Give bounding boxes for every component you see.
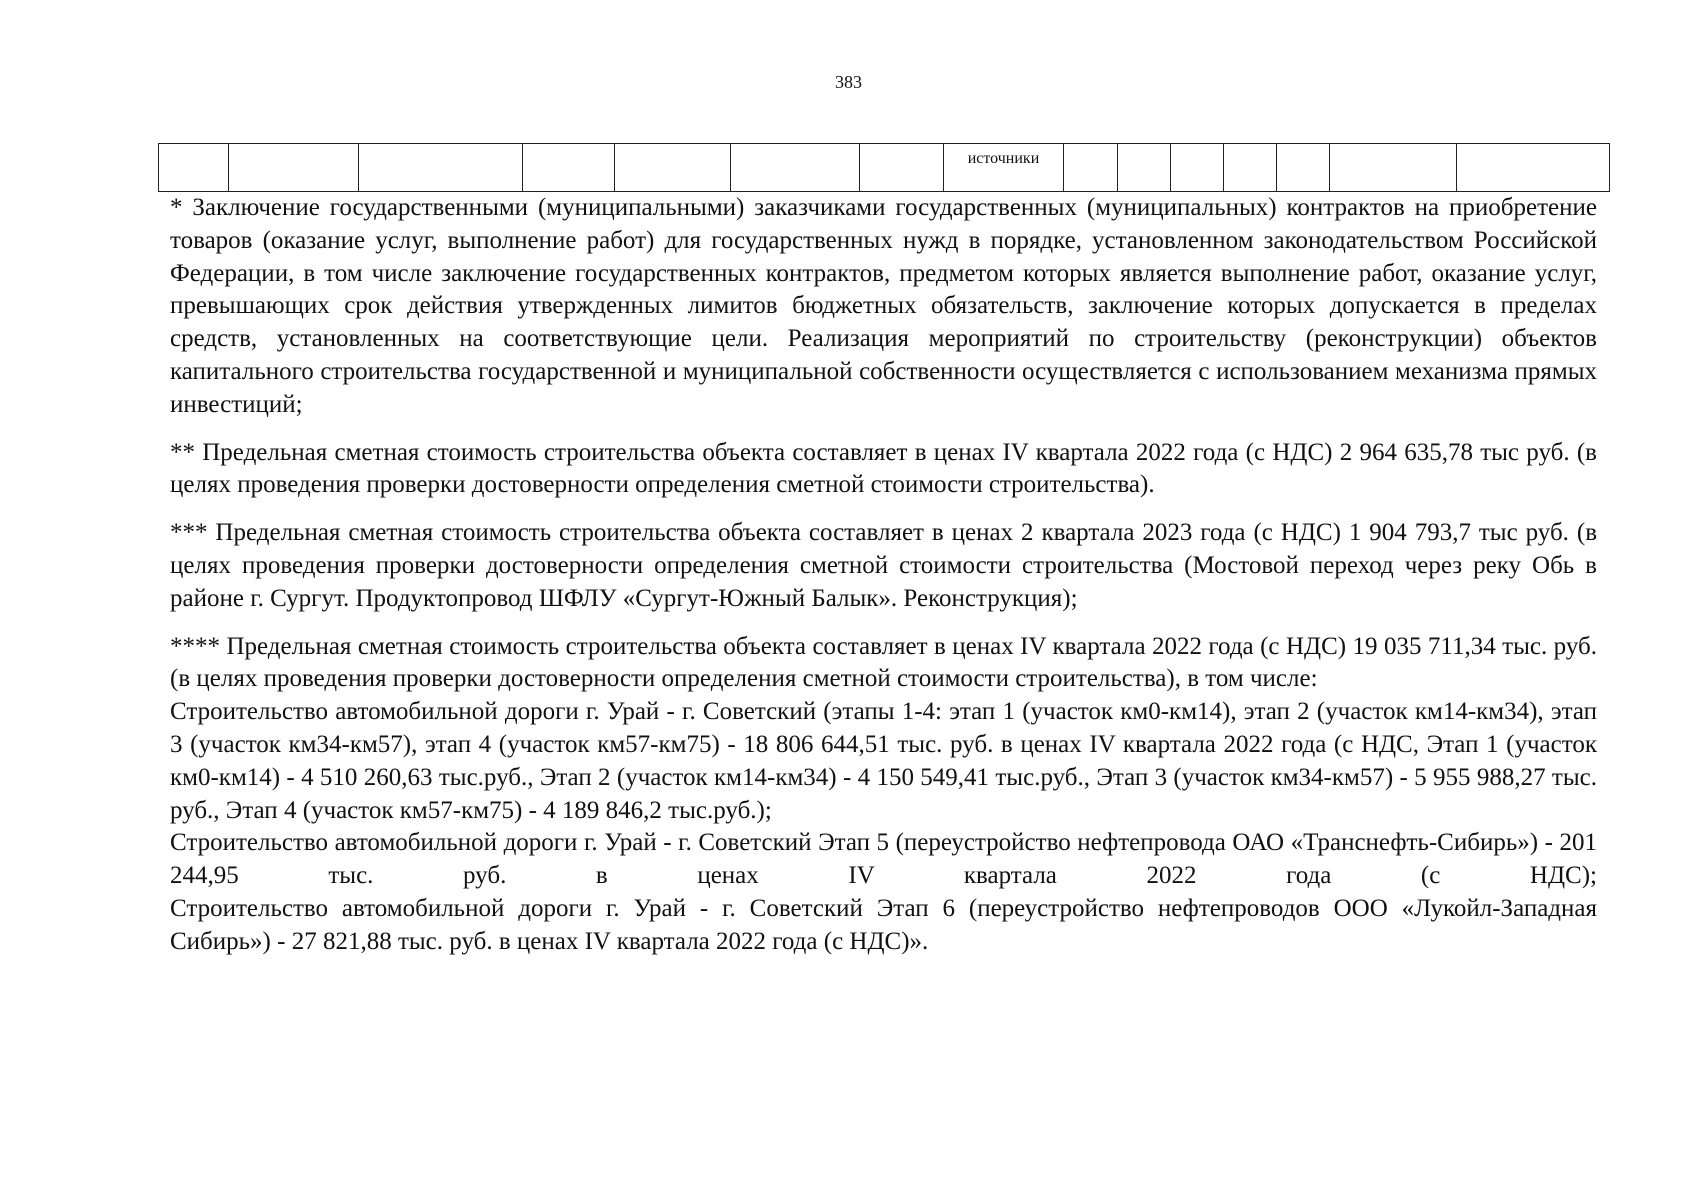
detail-stages-1-4: Строительство автомобильной дороги г. Урай - г. Советский (этапы 1-4: этап 1 (участок км0-км14), этап 2 (участок км14-км34), этап 3 (участок км34-км57), этап 4 (участок км57-км75) - 18 806 644,51 тыс. руб. в ценах IV квартала 2022 года (с НДС, Этап 1 (участок км0-км14) - 4 510 260,63 тыс.руб., Этап 2 (участок км14-км34) - 4 150 549,41 тыс.руб., Этап 3 (участок км34-км57) - 5 955 988,27 тыс. руб., Этап 4 (участок км57-км75) - 4 189 846,2 тыс.руб.); xyxy=(170,698,1597,824)
page-number: 383 xyxy=(835,72,862,92)
table-cell xyxy=(731,144,860,192)
table-cell xyxy=(615,144,731,192)
footnote-3: *** Предельная сметная стоимость строительства объекта составляет в ценах 2 квартала 2023 года (с НДС) 1 904 793,7 тыс руб. (в целях проведения проверки достоверности определения сметной стоимости строительства (Мостовой переход через реку Обь в районе г. Сургут. Продуктопровод ШФЛУ «Сургут-Южный Балык». Реконструкция); xyxy=(170,519,1597,612)
table-cell xyxy=(159,144,229,192)
footnote-4: **** Предельная сметная стоимость строительства объекта составляет в ценах IV квартала 2022 года (с НДС) 19 035 711,34 тыс. руб. (в целях проведения проверки достоверности определения сметной стоимости строительства), в том числе: xyxy=(170,632,1597,693)
detail-stage-6: Строительство автомобильной дороги г. Урай - г. Советский Этап 6 (переустройство нефтепроводов ООО «Лукойл-Западная Сибирь») - 27 821,88 тыс. руб. в ценах IV квартала 2022 года (с НДС)». xyxy=(170,894,1597,955)
table-cell xyxy=(523,144,615,192)
table-cell xyxy=(1330,144,1457,192)
detail-stage-5: Строительство автомобильной дороги г. Урай - г. Советский Этап 5 (переустройство нефтепровода ОАО «Транснефть-Сибирь») - 201 244,95 тыс. руб. в ценах IV квартала 2022 года (с НДС); xyxy=(170,829,1597,890)
footnote-1: * Заключение государственными (муниципальными) заказчиками государственных (муниципальных) контрактов на приобретение товаров (оказание услуг, выполнение работ) для государственных нужд в порядке, установленном законодательством Российской Федерации, в том числе заключение государственных контрактов, предметом которых является выполнение работ, оказание услуг, превышающих срок действия утвержденных лимитов бюджетных обязательств, заключение которых допускается в пределах средств, установленных на соответствующие цели. Реализация мероприятий по строительству (реконструкции) объектов капитального строительства государственной и муниципальной собственности осуществляется с использованием механизма прямых инвестиций; xyxy=(170,194,1597,418)
table-fragment xyxy=(158,143,1610,192)
table-cell xyxy=(860,144,944,192)
table-cell xyxy=(229,144,359,192)
footnote-2: ** Предельная сметная стоимость строительства объекта составляет в ценах IV квартала 2022 года (с НДС) 2 964 635,78 тыс руб. (в целях проведения проверки достоверности определения сметной стоимости строительства). xyxy=(170,438,1597,499)
table-cell xyxy=(1118,144,1171,192)
table-row xyxy=(159,144,1610,192)
footnotes xyxy=(170,192,1597,959)
table-cell xyxy=(1064,144,1118,192)
table-cell xyxy=(359,144,523,192)
table-cell xyxy=(1277,144,1330,192)
table-cell xyxy=(1457,144,1610,192)
table-cell-sources: источники xyxy=(944,144,1064,192)
table-cell xyxy=(1224,144,1277,192)
table-cell xyxy=(1171,144,1224,192)
